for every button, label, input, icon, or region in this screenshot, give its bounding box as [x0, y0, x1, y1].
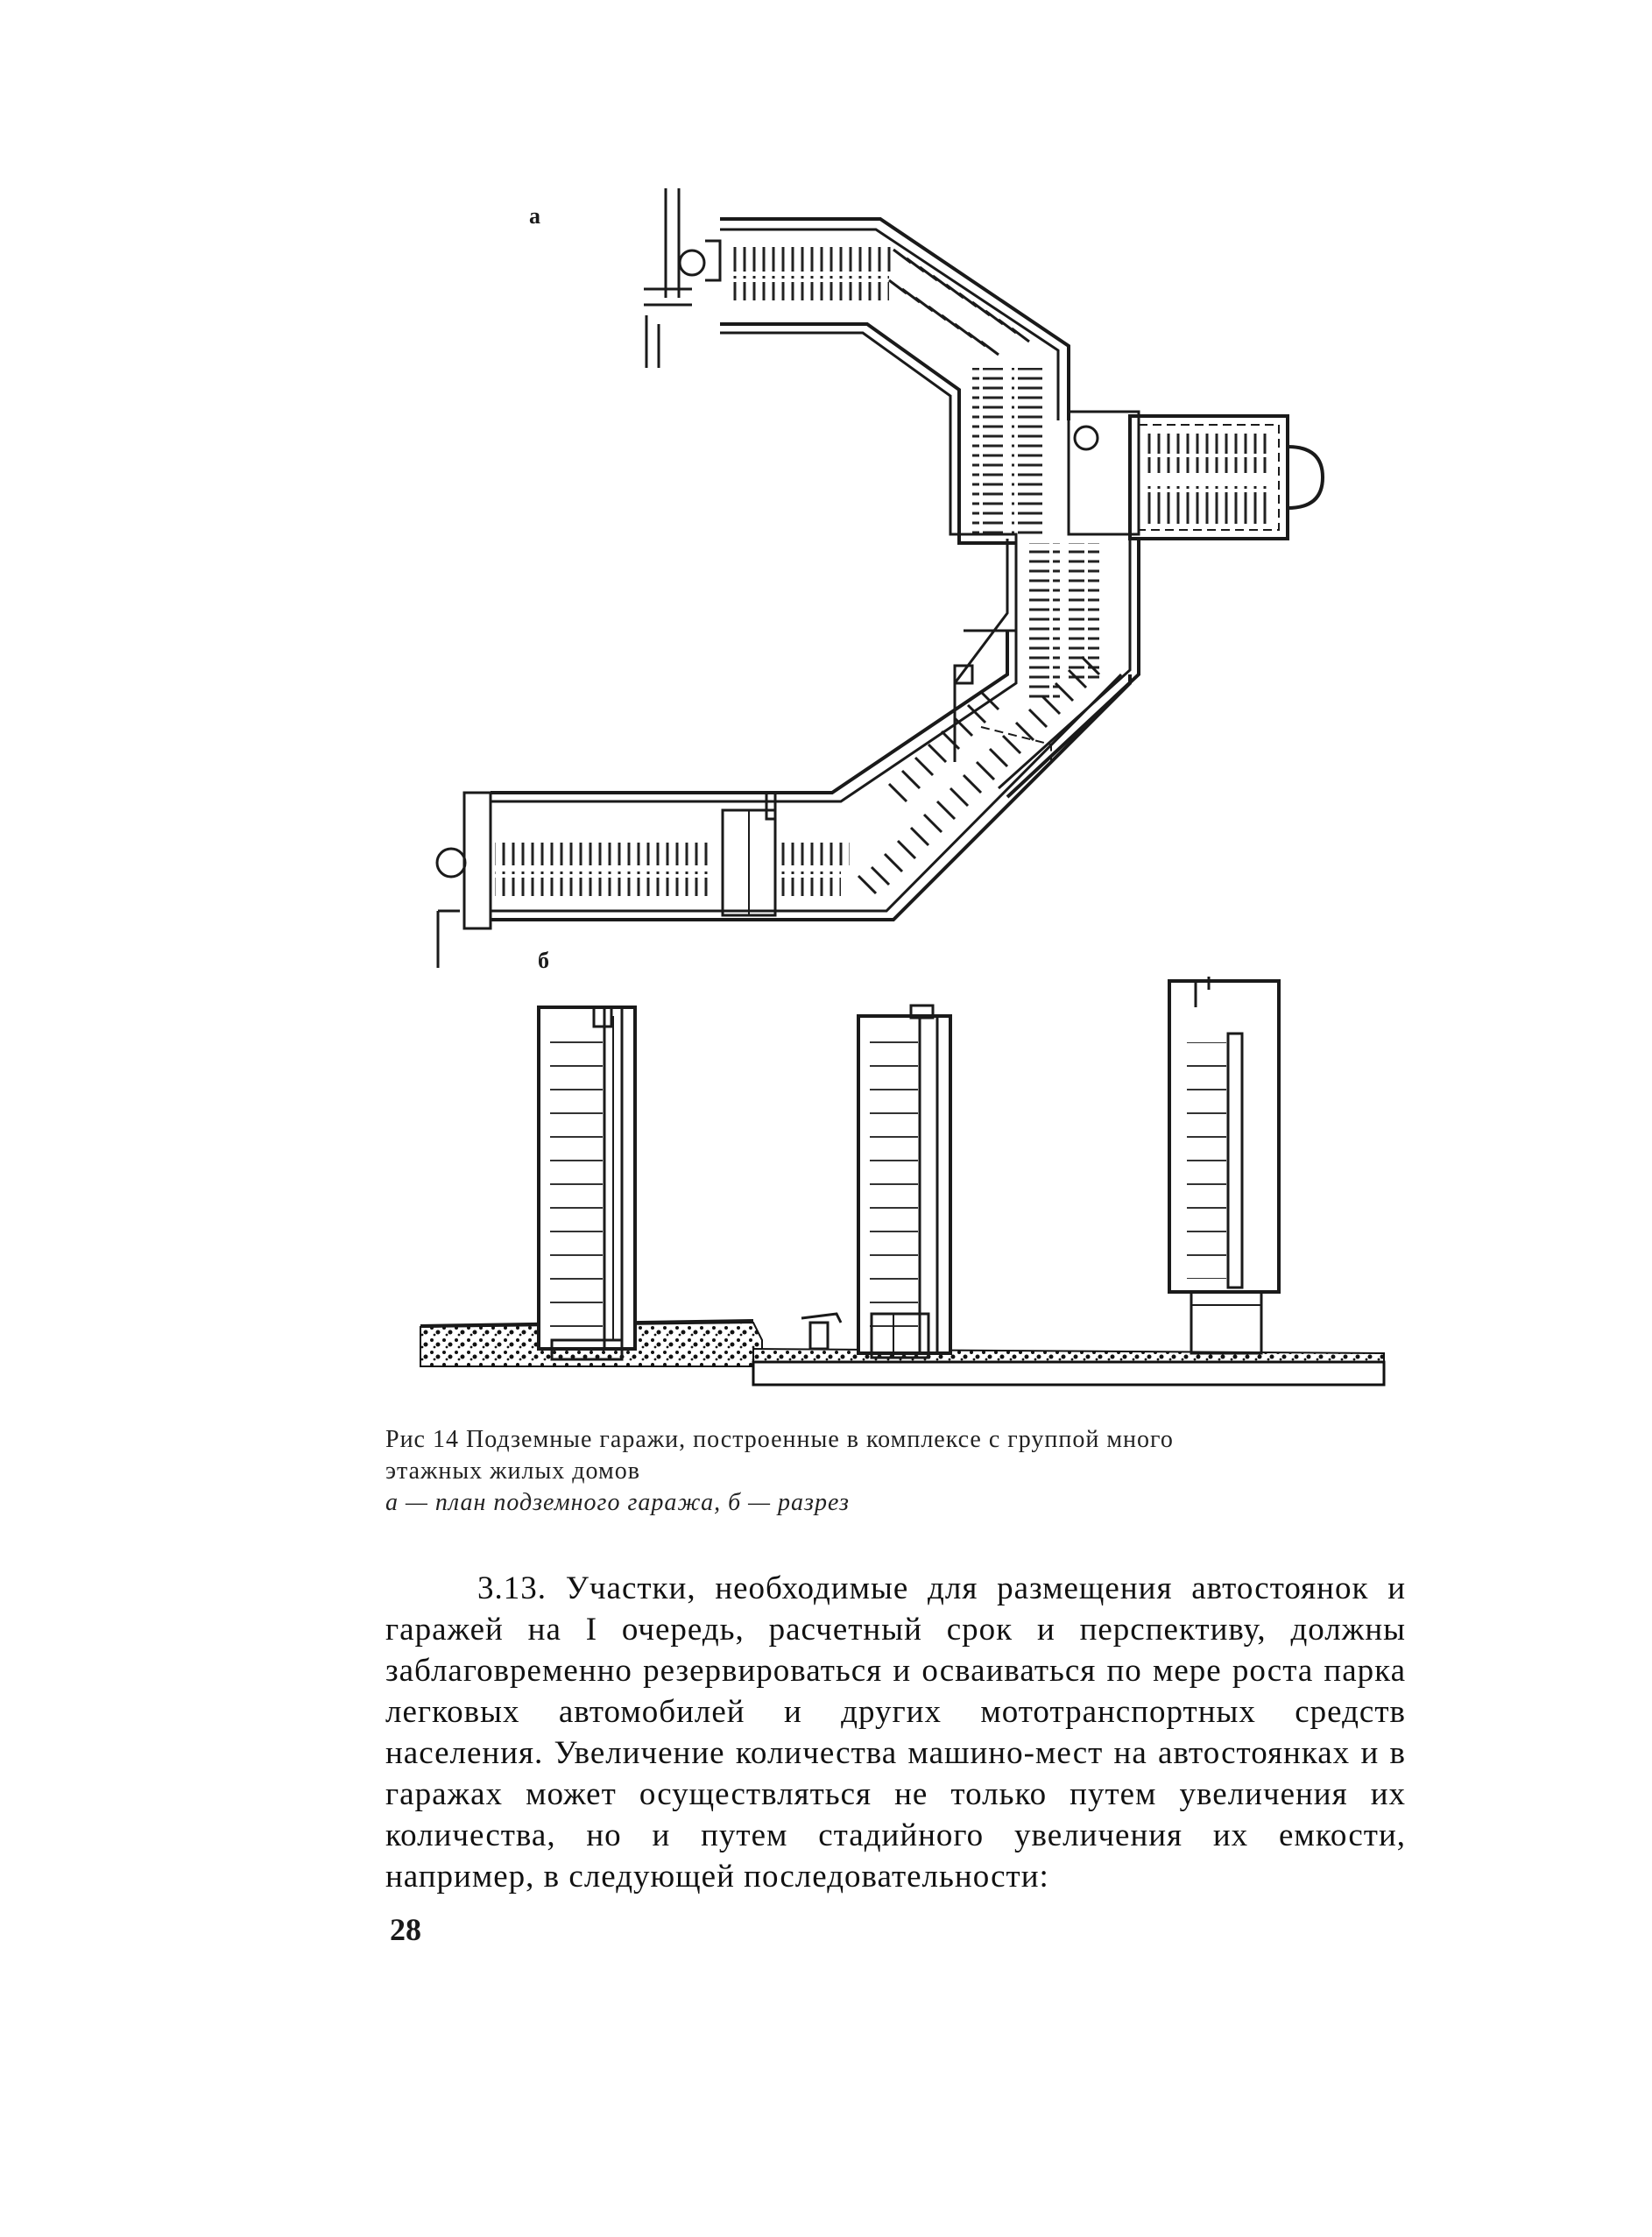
paragraph-3-13: 3.13. Участки, необходимые для размещения автостоянок и гаражей на I очередь, расчетный срок и перспективу, должны заблаговременно резервироваться и осваиваться по мере роста парка легковых автомобилей и других мототранспортных средств населения. Увеличение количества машино-мест на автостоянках и в гаражах может осуществляться не только путем увеличения их количества, но и путем стадийного увеличения их емкости, например, в следующей последовательности: — [385, 1570, 1406, 1895]
figure-label-a: а — [529, 203, 540, 229]
ramp-circle-right-icon — [1075, 427, 1098, 449]
ramp-circle-left-icon — [437, 849, 465, 877]
ramp-circle-top-icon — [680, 251, 704, 275]
ramp-arc-right-icon — [1288, 447, 1323, 508]
figure-label-b: б — [538, 948, 549, 973]
figure-caption — [385, 1424, 1393, 1519]
caption-title-line-2: этажных жилых домов — [385, 1457, 640, 1485]
page-number: 28 — [390, 1912, 421, 1947]
garage-section — [420, 977, 1384, 1385]
caption-legend: а — план подземного гаража, б — разрез — [385, 1489, 850, 1516]
caption-title-line-1: Рис 14 Подземные гаражи, построенные в комплексе с группой много — [385, 1426, 1174, 1453]
underground-garage-plan — [437, 188, 1323, 968]
body-text — [385, 1568, 1406, 1897]
street-lines — [644, 188, 692, 368]
